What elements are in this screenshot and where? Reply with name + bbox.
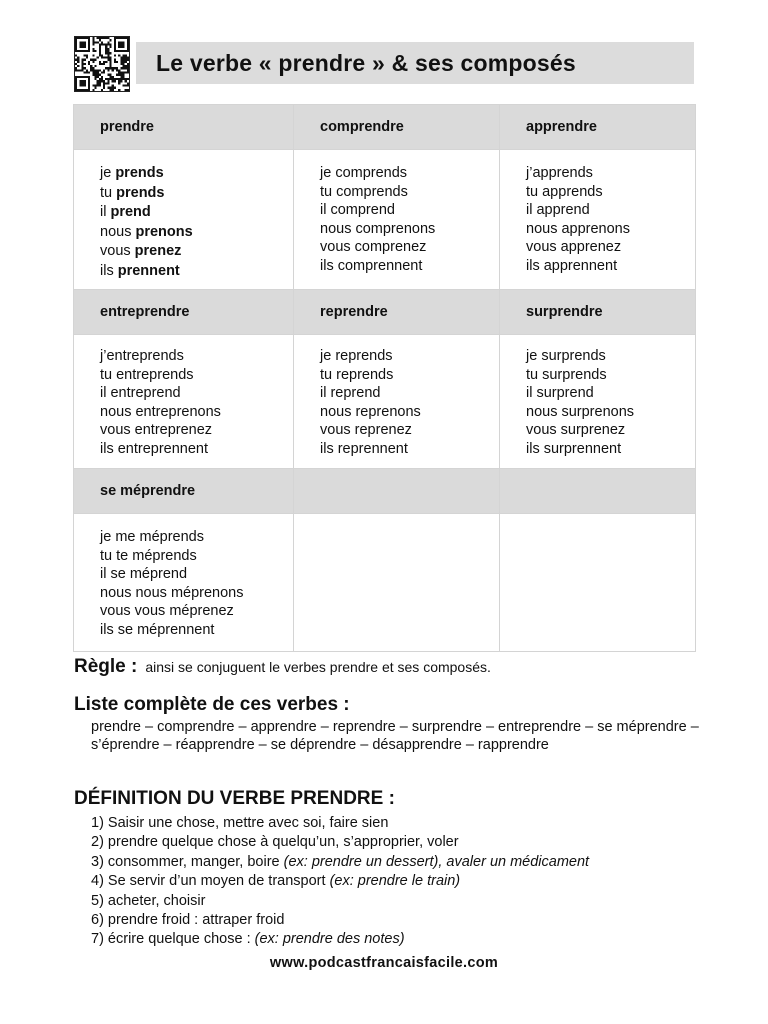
- header-surprendre: surprendre: [500, 290, 696, 335]
- conj-line: ils entreprennent: [100, 440, 209, 457]
- qr-code-icon: [74, 36, 130, 92]
- empty-cell: [500, 514, 696, 652]
- conj-line: vous surprenez: [526, 422, 626, 438]
- conj-line: tu comprends: [320, 183, 408, 200]
- conj-line: tu surprends: [526, 366, 607, 383]
- conj-line: ils prennent: [100, 262, 180, 279]
- conj-line: il apprend: [526, 202, 590, 218]
- definition-item: 6) prendre froid : attraper froid: [91, 912, 285, 929]
- header-empty: [294, 469, 500, 514]
- conj-line: vous prenez: [100, 243, 182, 259]
- conj-line: tu te méprends: [100, 547, 197, 564]
- definition-item: 3) consommer, manger, boire (ex: prendre un dessert), avaler un médicament: [91, 853, 590, 870]
- conj-line: ils apprennent: [526, 257, 618, 274]
- verb-list-text: prendre – comprendre – apprendre – reprendre – surprendre – entreprendre – se méprendre – s’éprendre – réapprendre – se déprendre – désapprendre – rapprendre: [91, 719, 699, 753]
- conj-line: je comprends: [320, 165, 408, 181]
- verb-list-title: Liste complète de ces verbes :: [74, 694, 350, 715]
- conj-line: vous vous méprenez: [100, 603, 234, 619]
- definition-item: 4) Se servir d’un moyen de transport (ex: prendre le train): [91, 873, 461, 890]
- definition-list: [91, 814, 589, 950]
- title-bar: [136, 42, 694, 84]
- conj-line: ils surprennent: [526, 440, 622, 457]
- rule-label: Règle :: [74, 656, 138, 677]
- conj-line: tu reprends: [320, 366, 394, 383]
- conj-line: il surprend: [526, 385, 594, 401]
- conj-line: vous entreprenez: [100, 422, 213, 438]
- header-entreprendre: entreprendre: [74, 290, 294, 335]
- conj-line: j’apprends: [526, 165, 593, 181]
- definition-title: DÉFINITION DU VERBE PRENDRE :: [74, 788, 395, 809]
- header-reprendre: reprendre: [294, 290, 500, 335]
- conj-line: il prend: [100, 204, 151, 220]
- conj-line: nous comprenons: [320, 220, 436, 237]
- conj-line: je prends: [100, 165, 164, 181]
- conj-line: je surprends: [526, 348, 606, 364]
- conj-line: vous comprenez: [320, 239, 427, 255]
- conj-line: nous prenons: [100, 223, 193, 240]
- conj-line: nous entreprenons: [100, 403, 221, 420]
- footer-url[interactable]: www.podcastfrancaisfacile.com: [269, 955, 499, 971]
- conj-line: nous surprenons: [526, 403, 635, 420]
- conj-line: ils se méprennent: [100, 621, 215, 638]
- header-empty: [500, 469, 696, 514]
- conj-line: j’entreprends: [100, 348, 184, 364]
- conjugation-prendre: [74, 150, 294, 290]
- conjugation-surprendre: [500, 335, 696, 469]
- conjugation-table: [73, 104, 696, 652]
- conj-line: tu apprends: [526, 183, 603, 200]
- conj-line: il se méprend: [100, 566, 188, 582]
- rule-section: [74, 656, 491, 678]
- header-prendre: prendre: [74, 105, 294, 150]
- header-comprendre: comprendre: [294, 105, 500, 150]
- conjugation-entreprendre: [74, 335, 294, 469]
- header-se-meprendre: se méprendre: [74, 469, 294, 514]
- definition-item: 2) prendre quelque chose à quelqu’un, s’approprier, voler: [91, 834, 459, 851]
- rule-text: ainsi se conjuguent le verbes prendre et ses composés.: [145, 659, 491, 675]
- conj-line: il comprend: [320, 202, 395, 218]
- conj-line: ils reprennent: [320, 440, 408, 457]
- conj-line: je me méprends: [100, 529, 204, 545]
- conjugation-apprendre: [500, 150, 696, 290]
- conj-line: nous apprenons: [526, 220, 630, 237]
- conj-line: nous nous méprenons: [100, 584, 244, 601]
- conjugation-se-meprendre: [74, 514, 294, 652]
- conj-line: vous apprenez: [526, 239, 622, 255]
- definition-item: 5) acheter, choisir: [91, 892, 206, 909]
- conj-line: tu entreprends: [100, 366, 194, 383]
- header-apprendre: apprendre: [500, 105, 696, 150]
- page-title: Le verbe « prendre » & ses composés: [156, 50, 576, 76]
- conj-line: il entreprend: [100, 385, 181, 401]
- conj-line: je reprends: [320, 348, 393, 364]
- conj-line: tu prends: [100, 184, 165, 201]
- empty-cell: [294, 514, 500, 652]
- conj-line: ils comprennent: [320, 257, 423, 274]
- conj-line: vous reprenez: [320, 422, 412, 438]
- conjugation-comprendre: [294, 150, 500, 290]
- definition-item: 7) écrire quelque chose : (ex: prendre des notes): [91, 931, 405, 948]
- conj-line: nous reprenons: [320, 403, 421, 420]
- definition-item: 1) Saisir une chose, mettre avec soi, faire sien: [91, 815, 389, 831]
- conjugation-reprendre: [294, 335, 500, 469]
- conj-line: il reprend: [320, 385, 381, 401]
